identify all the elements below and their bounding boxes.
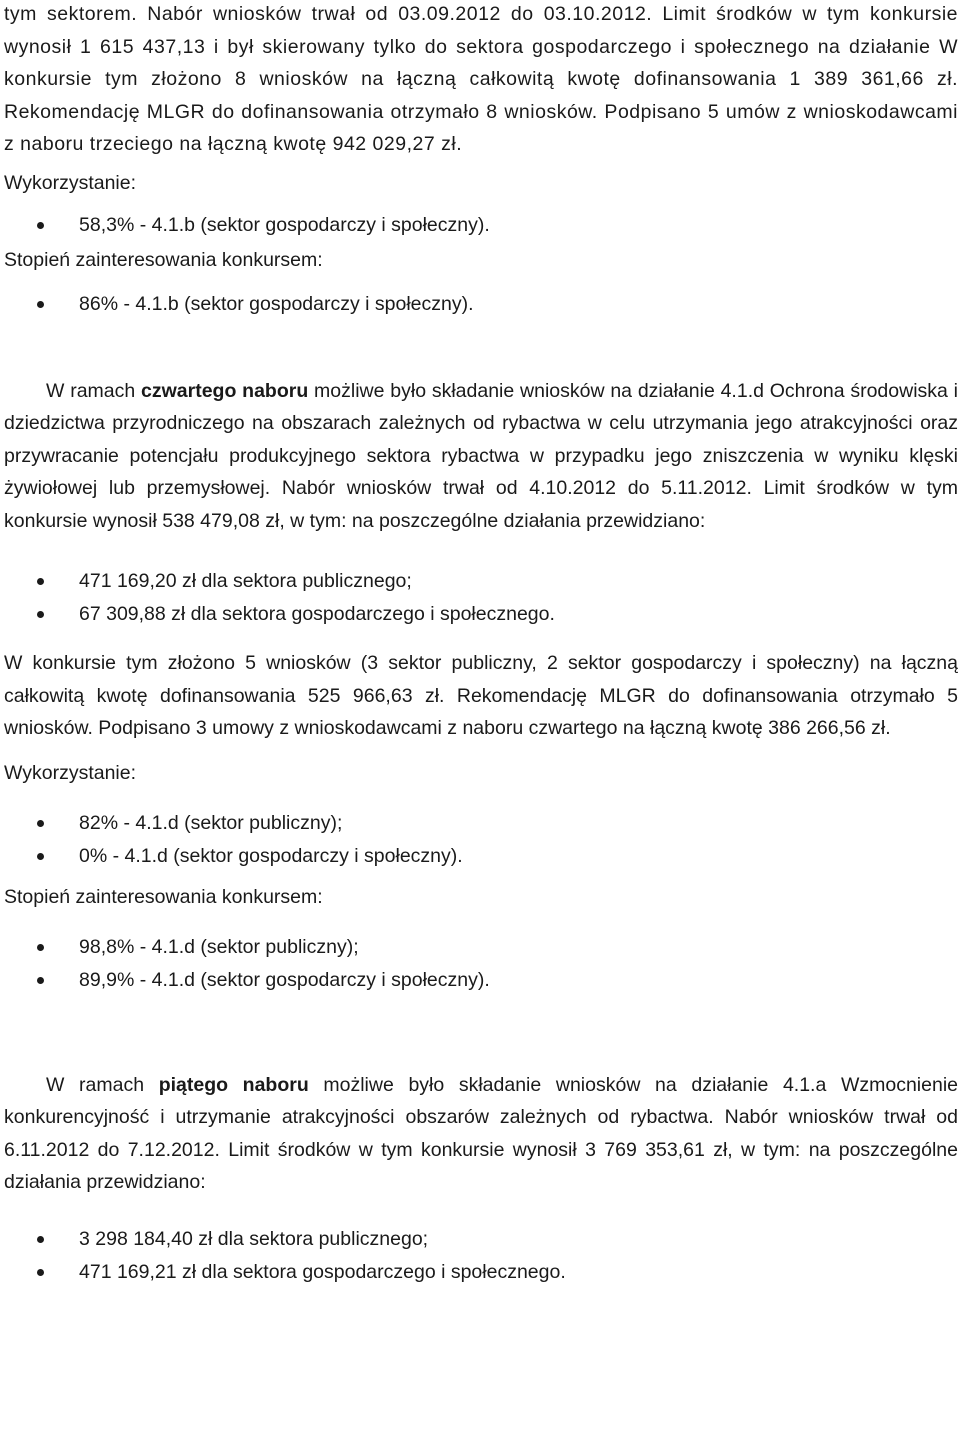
usage-list — [4, 807, 958, 873]
list-item: 3 298 184,40 zł dla sektora publicznego; — [4, 1223, 958, 1256]
list-item: 82% - 4.1.d (sektor publiczny); — [4, 807, 958, 840]
list-item: 89,9% - 4.1.d (sektor gospodarczy i społeczny). — [4, 964, 958, 997]
emphasis-fifth-call: piątego naboru — [158, 1073, 309, 1096]
text-run: możliwe było składanie wniosków na działanie 4.1.d Ochrona środowiska i dziedzictwa przyrodniczego na obszarach zależnych od rybactwa w celu utrzymania jego atrakcyjności oraz przywracanie potencjału produkcyjnego sektora rybactwa w przypadku jego zniszczenia w wyniku klęski żywiołowej lub przemysłowej. Nabór wniosków trwał od 4.10.2012 do 5.11.2012. Limit środków w tym konkursie wynosił 538 479,08 zł, w tym: na poszczególne działania przewidziano: — [4, 379, 958, 532]
list-item: 67 309,88 zł dla sektora gospodarczego i społecznego. — [4, 598, 958, 631]
text-run: W ramach — [46, 379, 142, 402]
allocation-list — [4, 1223, 958, 1289]
list-item: 471 169,21 zł dla sektora gospodarczego i społecznego. — [4, 1256, 958, 1289]
allocation-list — [4, 565, 958, 631]
paragraph-fifth-call — [4, 1069, 958, 1199]
text-run: W ramach — [46, 1073, 159, 1096]
usage-label: Wykorzystanie: — [4, 761, 137, 784]
interest-label: Stopień zainteresowania konkursem: — [4, 248, 323, 271]
list-item: 86% - 4.1.b (sektor gospodarczy i społeczny). — [4, 288, 958, 321]
interest-label: Stopień zainteresowania konkursem: — [4, 885, 323, 908]
interest-list — [4, 288, 958, 321]
paragraph-fourth-call — [4, 375, 958, 538]
interest-list — [4, 931, 958, 997]
list-item: 0% - 4.1.d (sektor gospodarczy i społeczny). — [4, 840, 958, 873]
emphasis-fourth-call: czwartego naboru — [141, 379, 309, 402]
list-item: 58,3% - 4.1.b (sektor gospodarczy i społeczny). — [4, 209, 958, 242]
usage-label: Wykorzystanie: — [4, 171, 137, 194]
usage-list — [4, 209, 958, 242]
text-run: możliwe było składanie wniosków na działanie 4.1.a Wzmocnienie konkurencyjność i utrzymanie atrakcyjności obszarów zależnych od rybactwa. Nabór wniosków trwał od 6.11.2012 do 7.12.2012. Limit środków w tym konkursie wynosił 3 769 353,61 zł, w tym: na poszczególne działania przewidziano: — [4, 1073, 958, 1193]
paragraph-third-call: tym sektorem. Nabór wniosków trwał od 03.09.2012 do 03.10.2012. Limit środków w tym konkursie wynosił 1 615 437,13 i był skierowany tylko do sektora gospodarczego i społecznego na działanie W konkursie tym złożono 8 wniosków na łączną całkowitą kwotę dofinansowania 1 389 361,66 zł. Rekomendację MLGR do dofinansowania otrzymało 8 wniosków. Podpisano 5 umów z wnioskodawcami z naboru trzeciego na łączną kwotę 942 029,27 zł. — [4, 3, 958, 155]
document-page — [4, 0, 958, 1289]
paragraph-fourth-call-results: W konkursie tym złożono 5 wniosków (3 sektor publiczny, 2 sektor gospodarczy i społeczny) na łączną całkowitą kwotę dofinansowania 525 966,63 zł. Rekomendację MLGR do dofinansowania otrzymało 5 wniosków. Podpisano 3 umowy z wnioskodawcami z naboru czwartego na łączną kwotę 386 266,56 zł. — [4, 652, 958, 739]
list-item: 98,8% - 4.1.d (sektor publiczny); — [4, 931, 958, 964]
list-item: 471 169,20 zł dla sektora publicznego; — [4, 565, 958, 598]
